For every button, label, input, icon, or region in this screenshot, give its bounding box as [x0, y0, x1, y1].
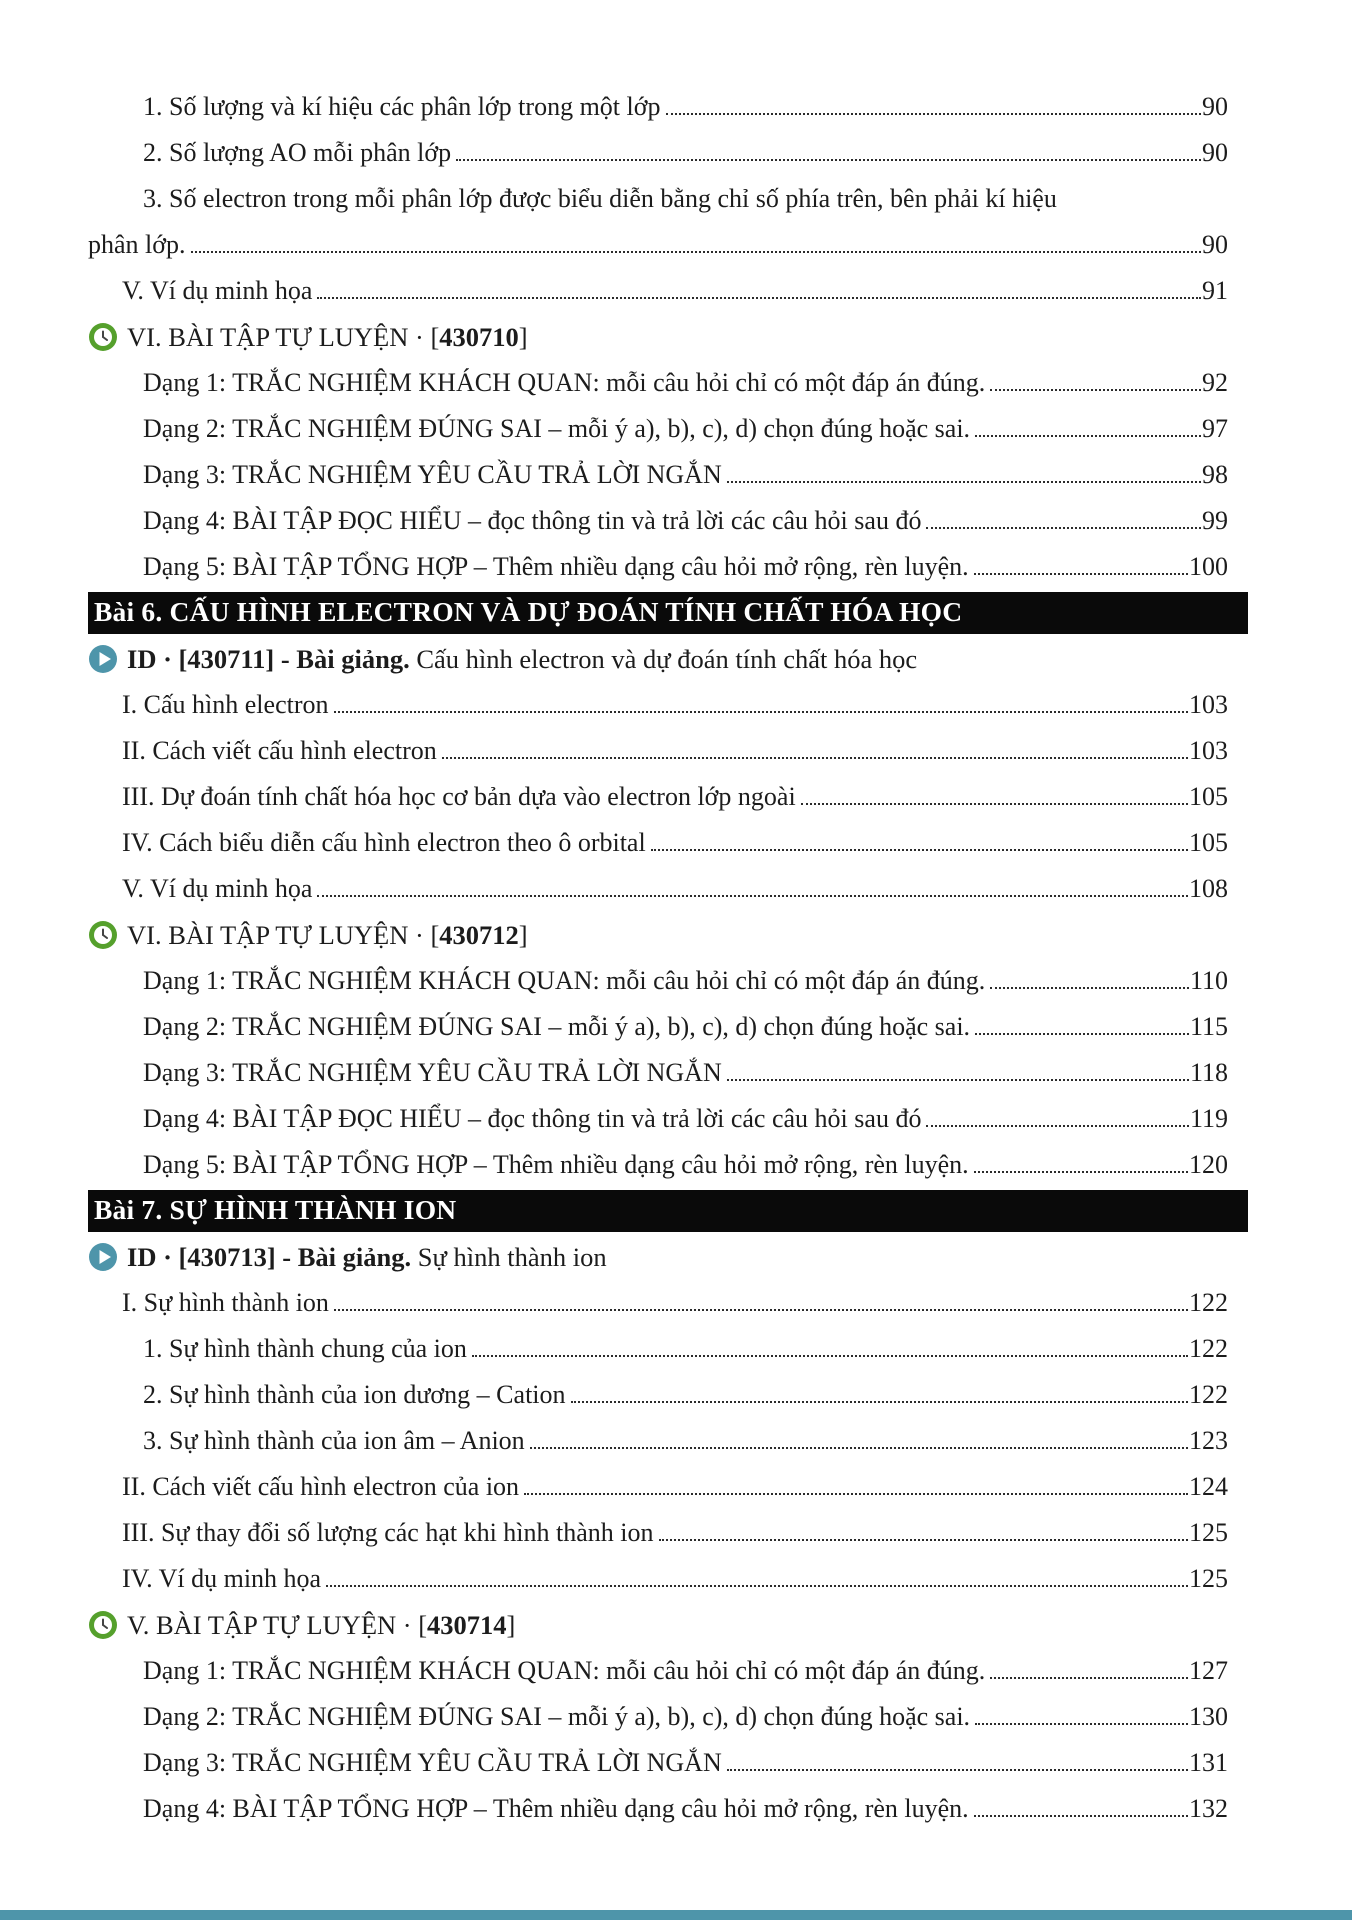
page-number: 103 [1189, 736, 1228, 765]
toc-row [88, 958, 1228, 1004]
toc-entry-text: 1. Sự hình thành chung của ion [143, 1334, 467, 1363]
dot-leader [571, 1400, 1188, 1403]
play-icon [88, 644, 118, 674]
toc-row [88, 498, 1228, 544]
dot-leader [659, 1538, 1188, 1541]
practice-set-id: 430712 [439, 919, 519, 950]
toc-entry-text: Dạng 5: BÀI TẬP TỔNG HỢP – Thêm nhiều dạng câu hỏi mở rộng, rèn luyện. [143, 1150, 969, 1179]
page-number: 105 [1189, 782, 1228, 811]
toc-entry-text: Dạng 3: TRẮC NGHIỆM YÊU CẦU TRẢ LỜI NGẮN [143, 1748, 722, 1777]
practice-set-label: VI. BÀI TẬP TỰ LUYỆN · [430712] [127, 919, 528, 950]
dot-leader [727, 1078, 1189, 1081]
toc-entry-text: 3. Sự hình thành của ion âm – Anion [143, 1426, 525, 1455]
toc-entry-text: Dạng 4: BÀI TẬP TỔNG HỢP – Thêm nhiều dạng câu hỏi mở rộng, rèn luyện. [143, 1794, 969, 1823]
toc-entry-text: Dạng 2: TRẮC NGHIỆM ĐÚNG SAI – mỗi ý a), b), c), d) chọn đúng hoặc sai. [143, 1702, 971, 1731]
toc-row [88, 1694, 1228, 1740]
play-icon [88, 1242, 118, 1272]
dot-leader [990, 986, 1189, 989]
dot-leader [317, 296, 1201, 299]
dot-leader [974, 572, 1188, 575]
page-number: 90 [1202, 92, 1228, 121]
section-header-bar [88, 592, 1248, 634]
page-number: 118 [1189, 1058, 1228, 1087]
page-number: 125 [1189, 1518, 1228, 1547]
dot-leader [472, 1354, 1188, 1357]
toc-entry-text: Dạng 4: BÀI TẬP ĐỌC HIỂU – đọc thông tin và trả lời các câu hỏi sau đó [143, 506, 922, 535]
toc-entry-text: Dạng 2: TRẮC NGHIỆM ĐÚNG SAI – mỗi ý a), b), c), d) chọn đúng hoặc sai. [143, 414, 971, 443]
clock-icon [88, 322, 118, 352]
page-number: 115 [1189, 1012, 1228, 1041]
page-number: 122 [1189, 1334, 1228, 1363]
toc-row [88, 544, 1228, 590]
toc-entry-text: IV. Cách biểu diễn cấu hình electron theo ô orbital [122, 828, 646, 857]
toc-entry-text: Dạng 2: TRẮC NGHIỆM ĐÚNG SAI – mỗi ý a), b), c), d) chọn đúng hoặc sai. [143, 1012, 971, 1041]
dot-leader [975, 1032, 1189, 1035]
dot-leader [191, 250, 1201, 253]
video-lesson-label [127, 644, 917, 675]
toc-entry-text: Dạng 4: BÀI TẬP ĐỌC HIỂU – đọc thông tin và trả lời các câu hỏi sau đó [143, 1104, 922, 1133]
toc-row [88, 1786, 1228, 1832]
toc-row [88, 1418, 1228, 1464]
toc-row [88, 314, 1228, 360]
page-number: 105 [1189, 828, 1228, 857]
dot-leader [334, 1308, 1188, 1311]
toc-row [88, 820, 1228, 866]
page-number: 120 [1189, 1150, 1228, 1179]
page-number: 91 [1202, 276, 1228, 305]
toc-row [88, 1234, 1228, 1280]
video-lesson-id: ID · [430711] - Bài giảng. [127, 643, 410, 674]
page-number: 119 [1189, 1104, 1228, 1133]
toc-row [88, 1326, 1228, 1372]
section-header-bar [88, 1190, 1248, 1232]
dot-leader [666, 112, 1202, 115]
toc-row [88, 728, 1228, 774]
toc-row [88, 1510, 1228, 1556]
page-number: 100 [1189, 552, 1228, 581]
toc-row [88, 1464, 1228, 1510]
toc-entry-text: I. Sự hình thành ion [122, 1288, 329, 1317]
dot-leader [975, 434, 1201, 437]
toc-entry-text: II. Cách viết cấu hình electron [122, 736, 437, 765]
page-number: 97 [1202, 414, 1228, 443]
toc-row [88, 222, 1228, 268]
page-number: 92 [1202, 368, 1228, 397]
dot-leader [651, 848, 1188, 851]
toc-row [88, 452, 1228, 498]
page-number: 103 [1189, 690, 1228, 719]
toc-row [88, 1602, 1228, 1648]
dot-leader [801, 802, 1188, 805]
toc-row [88, 1142, 1228, 1188]
toc-row [88, 360, 1228, 406]
toc-entry-text: 2. Số lượng AO mỗi phân lớp [143, 138, 452, 167]
dot-leader [524, 1492, 1188, 1495]
toc-row [88, 1648, 1228, 1694]
page-number: 122 [1189, 1380, 1228, 1409]
toc-row [88, 130, 1228, 176]
toc-row [88, 636, 1228, 682]
toc-row [88, 1004, 1228, 1050]
toc-entry-text: 3. Số electron trong mỗi phân lớp được biểu diễn bằng chỉ số phía trên, bên phải kí hiệu [143, 184, 1057, 213]
toc-entry-text: Dạng 1: TRẮC NGHIỆM KHÁCH QUAN: mỗi câu hỏi chỉ có một đáp án đúng. [143, 966, 986, 995]
dot-leader [926, 526, 1201, 529]
toc-row [88, 866, 1228, 912]
toc-row [88, 176, 1228, 222]
page-number: 127 [1189, 1656, 1228, 1685]
page-number: 99 [1202, 506, 1228, 535]
toc-entry-text: II. Cách viết cấu hình electron của ion [122, 1472, 520, 1501]
toc-entry-text: IV. Ví dụ minh họa [122, 1564, 322, 1593]
video-lesson-label [127, 1242, 607, 1273]
bottom-accent-bar [0, 1910, 1352, 1920]
page-number: 98 [1202, 460, 1228, 489]
dot-leader [317, 894, 1188, 897]
toc-row [88, 268, 1228, 314]
dot-leader [974, 1814, 1188, 1817]
dot-leader [990, 1676, 1188, 1679]
toc-entry-text: phân lớp. [88, 230, 186, 259]
toc-row [88, 406, 1228, 452]
dot-leader [727, 1768, 1188, 1771]
toc-row [88, 1096, 1228, 1142]
toc-entry-text: Dạng 3: TRẮC NGHIỆM YÊU CẦU TRẢ LỜI NGẮN [143, 1058, 722, 1087]
toc-entry-text: Dạng 1: TRẮC NGHIỆM KHÁCH QUAN: mỗi câu hỏi chỉ có một đáp án đúng. [143, 1656, 986, 1685]
page-number: 130 [1189, 1702, 1228, 1731]
toc-entry-text: Dạng 1: TRẮC NGHIỆM KHÁCH QUAN: mỗi câu hỏi chỉ có một đáp án đúng. [143, 368, 986, 397]
toc-entry-text: Dạng 3: TRẮC NGHIỆM YÊU CẦU TRẢ LỜI NGẮN [143, 460, 722, 489]
page-number: 108 [1189, 874, 1228, 903]
dot-leader [456, 158, 1201, 161]
clock-icon [88, 920, 118, 950]
toc-entry-text: V. Ví dụ minh họa [122, 276, 313, 305]
toc-entry-text: V. Ví dụ minh họa [122, 874, 313, 903]
dot-leader [334, 710, 1189, 713]
toc-row [88, 1280, 1228, 1326]
page-number: 123 [1189, 1426, 1228, 1455]
toc-entry-text: III. Sự thay đổi số lượng các hạt khi hình thành ion [122, 1518, 654, 1547]
page-number: 90 [1202, 138, 1228, 167]
page-number: 124 [1189, 1472, 1228, 1501]
toc-entry-text: 1. Số lượng và kí hiệu các phân lớp trong một lớp [143, 92, 661, 121]
page-number: 110 [1189, 966, 1228, 995]
section-header-label: Bài 6. CẤU HÌNH ELECTRON VÀ DỰ ĐOÁN TÍNH CHẤT HÓA HỌC [94, 595, 963, 627]
page-number: 131 [1189, 1748, 1228, 1777]
toc-entry-text: III. Dự đoán tính chất hóa học cơ bản dựa vào electron lớp ngoài [122, 782, 796, 811]
practice-set-id: 430714 [427, 1609, 507, 1640]
toc-row [88, 1740, 1228, 1786]
toc-row [88, 1556, 1228, 1602]
section-header-label: Bài 7. SỰ HÌNH THÀNH ION [94, 1193, 457, 1225]
practice-set-id: 430710 [439, 321, 519, 352]
video-lesson-id: ID · [430713] - Bài giảng. [127, 1241, 412, 1272]
toc-list [88, 84, 1228, 1832]
toc-entry-text: 2. Sự hình thành của ion dương – Cation [143, 1380, 566, 1409]
toc-row [88, 84, 1228, 130]
toc-row [88, 912, 1228, 958]
toc-row [88, 1188, 1228, 1234]
dot-leader [442, 756, 1188, 759]
dot-leader [974, 1170, 1188, 1173]
toc-entry-text: I. Cấu hình electron [122, 690, 329, 719]
video-lesson-title: Sự hình thành ion [417, 1241, 607, 1272]
toc-row [88, 590, 1228, 636]
toc-row [88, 1372, 1228, 1418]
practice-set-label: V. BÀI TẬP TỰ LUYỆN · [430714] [127, 1609, 516, 1640]
toc-entry-text: Dạng 5: BÀI TẬP TỔNG HỢP – Thêm nhiều dạng câu hỏi mở rộng, rèn luyện. [143, 552, 969, 581]
dot-leader [926, 1124, 1189, 1127]
page-number: 90 [1202, 230, 1228, 259]
page-number: 125 [1189, 1564, 1228, 1593]
video-lesson-title: Cấu hình electron và dự đoán tính chất hóa học [416, 643, 918, 674]
page-number: 122 [1189, 1288, 1228, 1317]
dot-leader [530, 1446, 1188, 1449]
page-number: 132 [1189, 1794, 1228, 1823]
dot-leader [326, 1584, 1188, 1587]
toc-row [88, 1050, 1228, 1096]
dot-leader [990, 388, 1201, 391]
toc-row [88, 774, 1228, 820]
practice-set-label: VI. BÀI TẬP TỰ LUYỆN · [430710] [127, 321, 528, 352]
toc-row [88, 682, 1228, 728]
dot-leader [727, 480, 1201, 483]
clock-icon [88, 1610, 118, 1640]
dot-leader [975, 1722, 1188, 1725]
